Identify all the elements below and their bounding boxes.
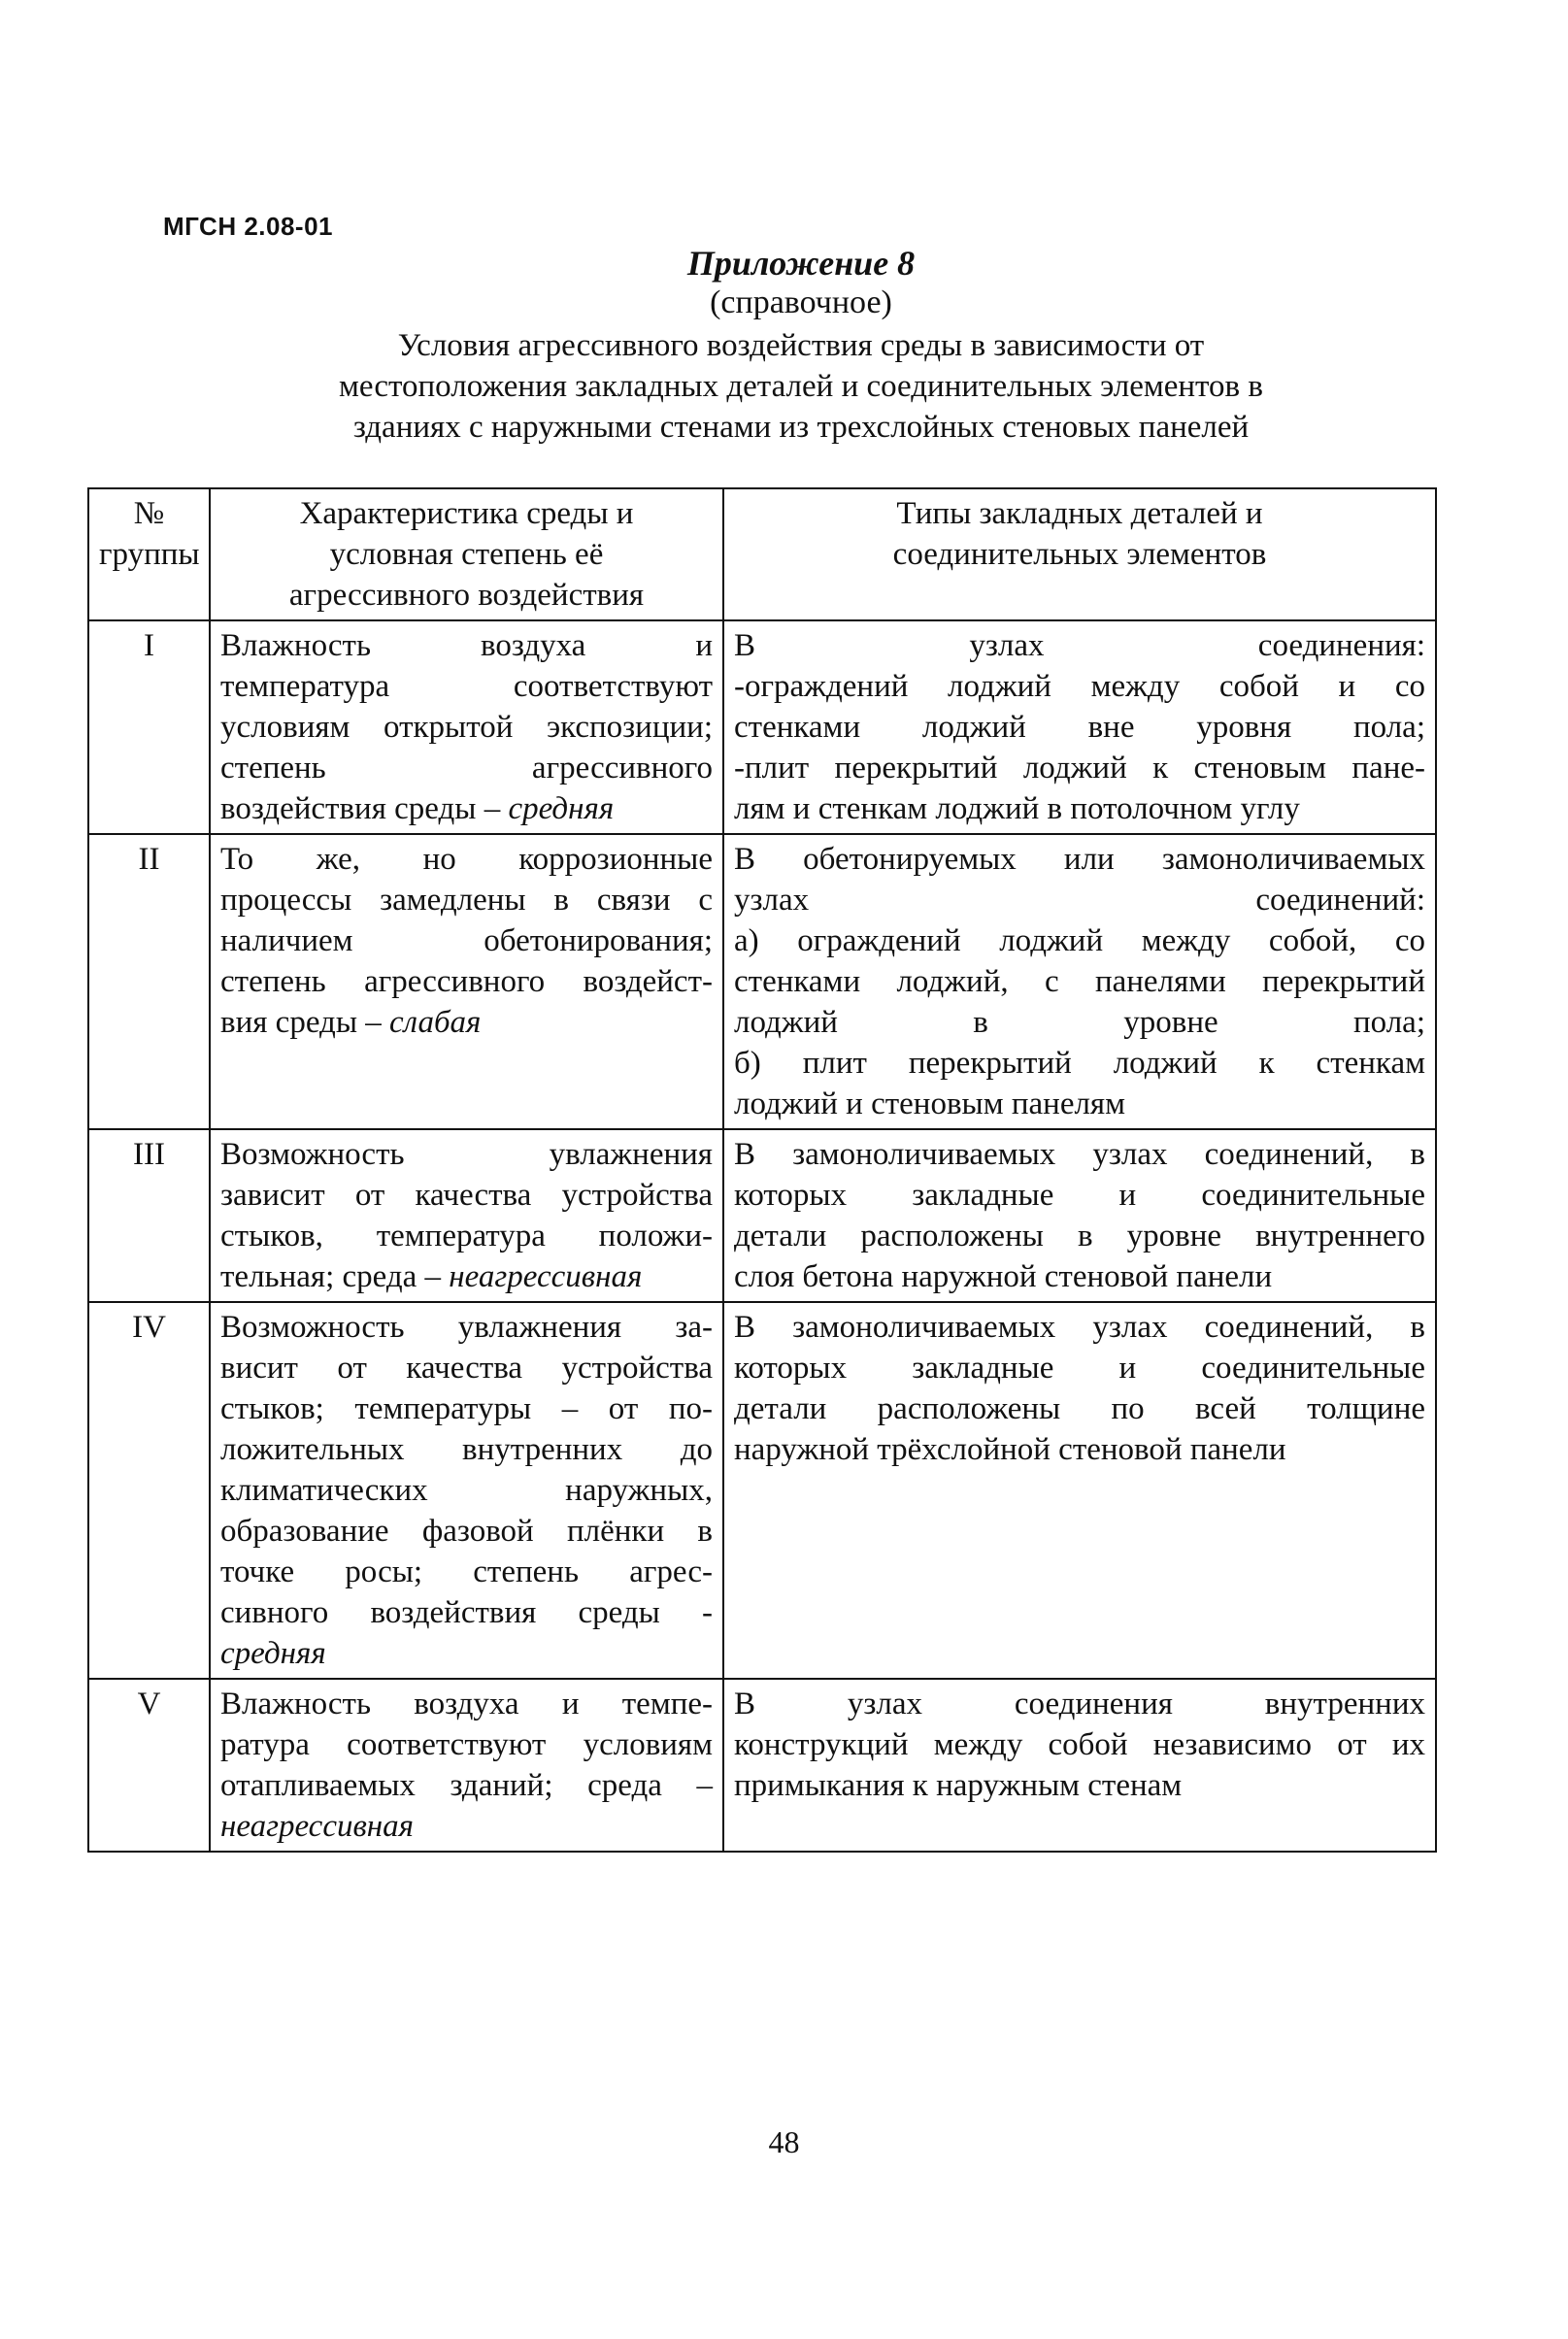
caption-line: зданиях с наружными стенами из трехслойных стеновых панелей	[352, 410, 1250, 445]
types-line: детали расположены в уровне внутреннего	[734, 1219, 1425, 1253]
characteristic-line: висит от качества устройства	[220, 1351, 713, 1386]
types-cell	[723, 1679, 1436, 1852]
table-row	[88, 834, 1436, 1129]
characteristic-line: степень агрессивного	[220, 751, 713, 785]
group-number-cell: IV	[88, 1302, 210, 1679]
characteristic-line: стыков, температура положи-	[220, 1219, 713, 1253]
types-cell	[723, 1302, 1436, 1679]
types-cell	[723, 1129, 1436, 1302]
group-number-cell: V	[88, 1679, 210, 1852]
types-line: наружной трёхслойной стеновой панели	[734, 1432, 1286, 1467]
types-line: -ограждений лоджий между собой и со	[734, 669, 1425, 704]
types-line: лоджий и стеновым панелям	[734, 1086, 1125, 1121]
aggressiveness-degree: слабая	[389, 1005, 482, 1040]
aggressiveness-degree: средняя	[220, 1636, 326, 1671]
types-line: -плит перекрытий лоджий к стеновым пане-	[734, 751, 1425, 785]
types-line: примыкания к наружным стенам	[734, 1768, 1183, 1803]
characteristic-line: условиям открытой экспозиции;	[220, 710, 713, 745]
aggressiveness-degree: неагрессивная	[449, 1259, 643, 1294]
group-number-cell: II	[88, 834, 210, 1129]
characteristic-line: степень агрессивного воздейст-	[220, 964, 713, 999]
characteristic-line: ложительных внутренних до	[220, 1432, 713, 1467]
characteristic-line: точке росы; степень агрес-	[220, 1554, 713, 1589]
types-line: которых закладные и соединительные	[734, 1351, 1425, 1386]
characteristic-line: То же, но коррозионные	[220, 842, 713, 877]
page-number: 48	[768, 2124, 800, 2159]
characteristic-line: сивного воздействия среды -	[220, 1595, 713, 1630]
characteristic-line: Возможность увлажнения за-	[220, 1310, 713, 1345]
types-line: В узлах соединения:	[734, 628, 1425, 663]
table-caption	[175, 325, 1427, 448]
conditions-table	[87, 487, 1437, 1853]
types-line: стенками лоджий, с панелями перекрытий	[734, 964, 1425, 999]
characteristic-tail: тельная; среда –	[220, 1259, 450, 1294]
types-line: узлах соединений:	[734, 883, 1425, 918]
characteristic-tail: вия среды –	[220, 1005, 389, 1040]
types-cell	[723, 834, 1436, 1129]
aggressiveness-degree: средняя	[508, 791, 615, 826]
types-line: которых закладные и соединительные	[734, 1178, 1425, 1213]
aggressiveness-degree: неагрессивная	[220, 1809, 414, 1844]
characteristic-cell	[210, 620, 723, 834]
characteristic-cell	[210, 1679, 723, 1852]
table-row	[88, 1129, 1436, 1302]
types-line: В замоноличиваемых узлах соединений, в	[734, 1137, 1425, 1172]
characteristic-cell	[210, 1129, 723, 1302]
header-characteristic: Характеристика среды и условная степень её агрессивного воздействия	[210, 488, 723, 620]
characteristic-last-line	[220, 1633, 713, 1674]
types-line: лоджий в уровне пола;	[734, 1005, 1425, 1040]
characteristic-line: наличием обетонирования;	[220, 923, 713, 958]
group-number-cell: I	[88, 620, 210, 834]
characteristic-line: образование фазовой плёнки в	[220, 1514, 713, 1549]
appendix-title: Приложение 8	[686, 244, 916, 283]
characteristic-line: Влажность воздуха и	[220, 628, 713, 663]
characteristic-line: процессы замедлены в связи с	[220, 883, 713, 918]
table-row	[88, 620, 1436, 834]
types-line: а) ограждений лоджий между собой, со	[734, 923, 1425, 958]
types-line: стенками лоджий вне уровня пола;	[734, 710, 1425, 745]
characteristic-tail: воздействия среды –	[220, 791, 509, 826]
types-line: б) плит перекрытий лоджий к стенкам	[734, 1046, 1425, 1081]
table-header-row	[88, 488, 1436, 620]
types-line: В замоноличиваемых узлах соединений, в	[734, 1310, 1425, 1345]
doc-code: МГСН 2.08-01	[163, 212, 334, 241]
group-number-cell: III	[88, 1129, 210, 1302]
caption-line: местоположения закладных деталей и соединительных элементов в	[339, 369, 1263, 404]
header-group-number: № группы	[88, 488, 210, 620]
table-row	[88, 1302, 1436, 1679]
appendix-type: (справочное)	[710, 284, 892, 320]
characteristic-line: зависит от качества устройства	[220, 1178, 713, 1213]
characteristic-line: климатических наружных,	[220, 1473, 713, 1508]
characteristic-line: Возможность увлажнения	[220, 1137, 713, 1172]
characteristic-last-line	[220, 1806, 713, 1847]
characteristic-last-line	[220, 1002, 713, 1043]
characteristic-line: стыков; температуры – от по-	[220, 1391, 713, 1426]
caption-line: Условия агрессивного воздействия среды в зависимости от	[397, 328, 1205, 363]
characteristic-last-line	[220, 1256, 713, 1297]
table-row	[88, 1679, 1436, 1852]
header-types: Типы закладных деталей и соединительных элементов	[723, 488, 1436, 620]
types-line: детали расположены по всей толщине	[734, 1391, 1425, 1426]
table-body	[88, 620, 1436, 1852]
types-line: В узлах соединения внутренних	[734, 1687, 1425, 1721]
types-line: В обетонируемых или замоноличиваемых	[734, 842, 1425, 877]
characteristic-line: отапливаемых зданий; среда –	[220, 1768, 713, 1803]
characteristic-last-line	[220, 788, 713, 829]
types-line: лям и стенкам лоджий в потолочном углу	[734, 791, 1300, 826]
types-cell	[723, 620, 1436, 834]
characteristic-cell	[210, 834, 723, 1129]
types-line: конструкций между собой независимо от их	[734, 1727, 1425, 1762]
types-line: слоя бетона наружной стеновой панели	[734, 1259, 1273, 1294]
characteristic-line: Влажность воздуха и темпе-	[220, 1687, 713, 1721]
characteristic-cell	[210, 1302, 723, 1679]
characteristic-line: ратура соответствуют условиям	[220, 1727, 713, 1762]
characteristic-line: температура соответствуют	[220, 669, 713, 704]
